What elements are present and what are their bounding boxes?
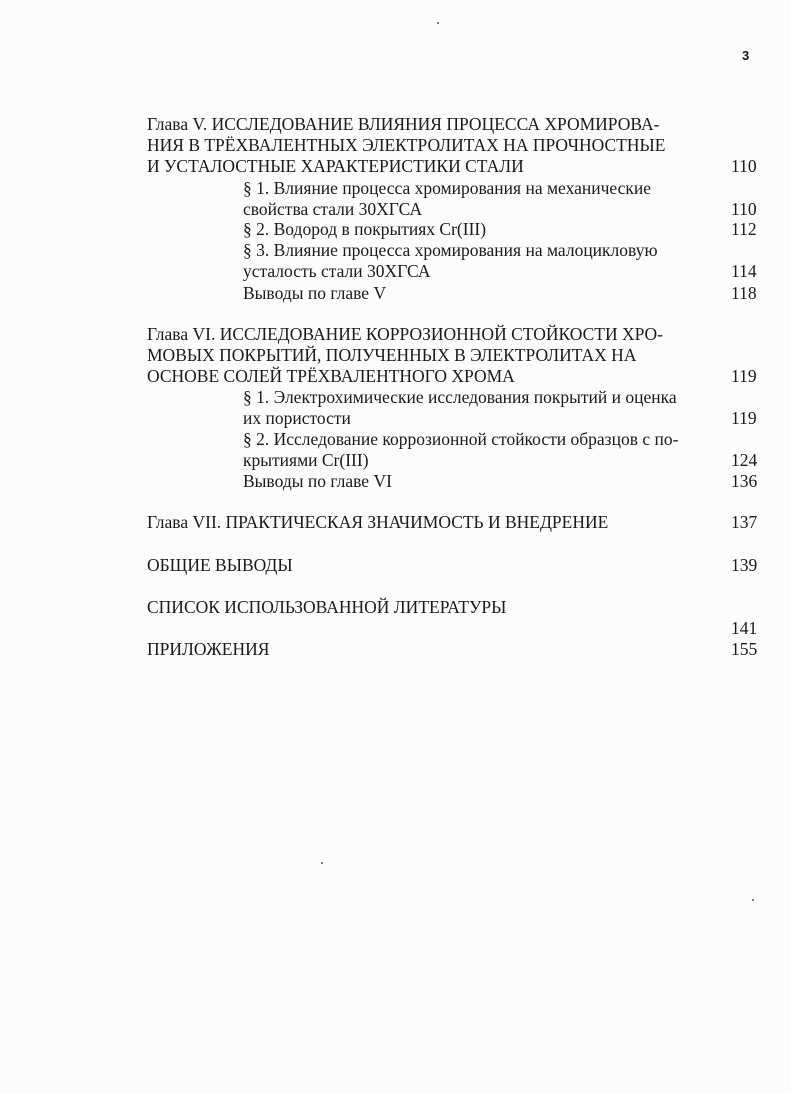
chapter-page-number: 119 bbox=[731, 366, 757, 386]
chapter-title-line: ОСНОВЕ СОЛЕЙ ТРЁХВАЛЕНТНОГО ХРОМА bbox=[147, 366, 515, 386]
toc-references-title: СПИСОК ИСПОЛЬЗОВАННОЙ ЛИТЕРАТУРЫ bbox=[147, 597, 507, 617]
toc-conclusions-title: ОБЩИЕ ВЫВОДЫ bbox=[147, 555, 293, 575]
section-page-number: 118 bbox=[731, 283, 757, 303]
chapter-title-line: МОВЫХ ПОКРЫТИЙ, ПОЛУЧЕННЫХ В ЭЛЕКТРОЛИТАХ НА bbox=[147, 345, 637, 365]
section-page-number: 124 bbox=[731, 450, 758, 470]
section-line: Выводы по главе VI bbox=[243, 471, 392, 491]
section-line: § 1. Влияние процесса хромирования на механические bbox=[243, 178, 651, 198]
chapter-title-line: НИЯ В ТРЁХВАЛЕНТНЫХ ЭЛЕКТРОЛИТАХ НА ПРОЧНОСТНЫЕ bbox=[147, 135, 666, 155]
section-page-number: 112 bbox=[731, 219, 757, 239]
chapter-title-line: Глава V. ИССЛЕДОВАНИЕ ВЛИЯНИЯ ПРОЦЕССА ХРОМИРОВА- bbox=[147, 114, 660, 134]
page-number: 3 bbox=[742, 48, 750, 63]
section-line: усталость стали 30ХГСА bbox=[243, 261, 431, 281]
references-page-number: 141 bbox=[731, 618, 758, 638]
section-page-number: 114 bbox=[731, 261, 757, 281]
chapter-page-number: 137 bbox=[731, 512, 758, 532]
section-line: § 3. Влияние процесса хромирования на малоцикловую bbox=[243, 240, 658, 260]
scan-speck bbox=[321, 862, 323, 864]
appendices-page-number: 155 bbox=[731, 639, 758, 659]
section-line: крытиями Cr(III) bbox=[243, 450, 369, 470]
toc-chapter-7-title: Глава VII. ПРАКТИЧЕСКАЯ ЗНАЧИМОСТЬ И ВНЕДРЕНИЕ bbox=[147, 512, 609, 532]
scan-speck bbox=[437, 22, 439, 24]
section-line: § 2. Исследование коррозионной стойкости образцов с по- bbox=[243, 429, 679, 449]
toc-appendices-title: ПРИЛОЖЕНИЯ bbox=[147, 639, 270, 659]
section-page-number: 110 bbox=[731, 199, 757, 219]
section-line: § 2. Водород в покрытиях Cr(III) bbox=[243, 219, 487, 239]
section-page-number: 136 bbox=[731, 471, 758, 491]
chapter-page-number: 110 bbox=[731, 156, 757, 176]
section-line: свойства стали 30ХГСА bbox=[243, 199, 423, 219]
section-line: Выводы по главе V bbox=[243, 283, 387, 303]
section-page-number: 119 bbox=[731, 408, 757, 428]
section-line: § 1. Электрохимические исследования покрытий и оценка bbox=[243, 387, 677, 407]
chapter-title-line: Глава VI. ИССЛЕДОВАНИЕ КОРРОЗИОННОЙ СТОЙКОСТИ ХРО- bbox=[147, 324, 664, 344]
conclusions-page-number: 139 bbox=[731, 555, 758, 575]
scan-speck bbox=[752, 899, 754, 901]
chapter-title-line: И УСТАЛОСТНЫЕ ХАРАКТЕРИСТИКИ СТАЛИ bbox=[147, 156, 524, 176]
section-line: их пористости bbox=[243, 408, 351, 428]
